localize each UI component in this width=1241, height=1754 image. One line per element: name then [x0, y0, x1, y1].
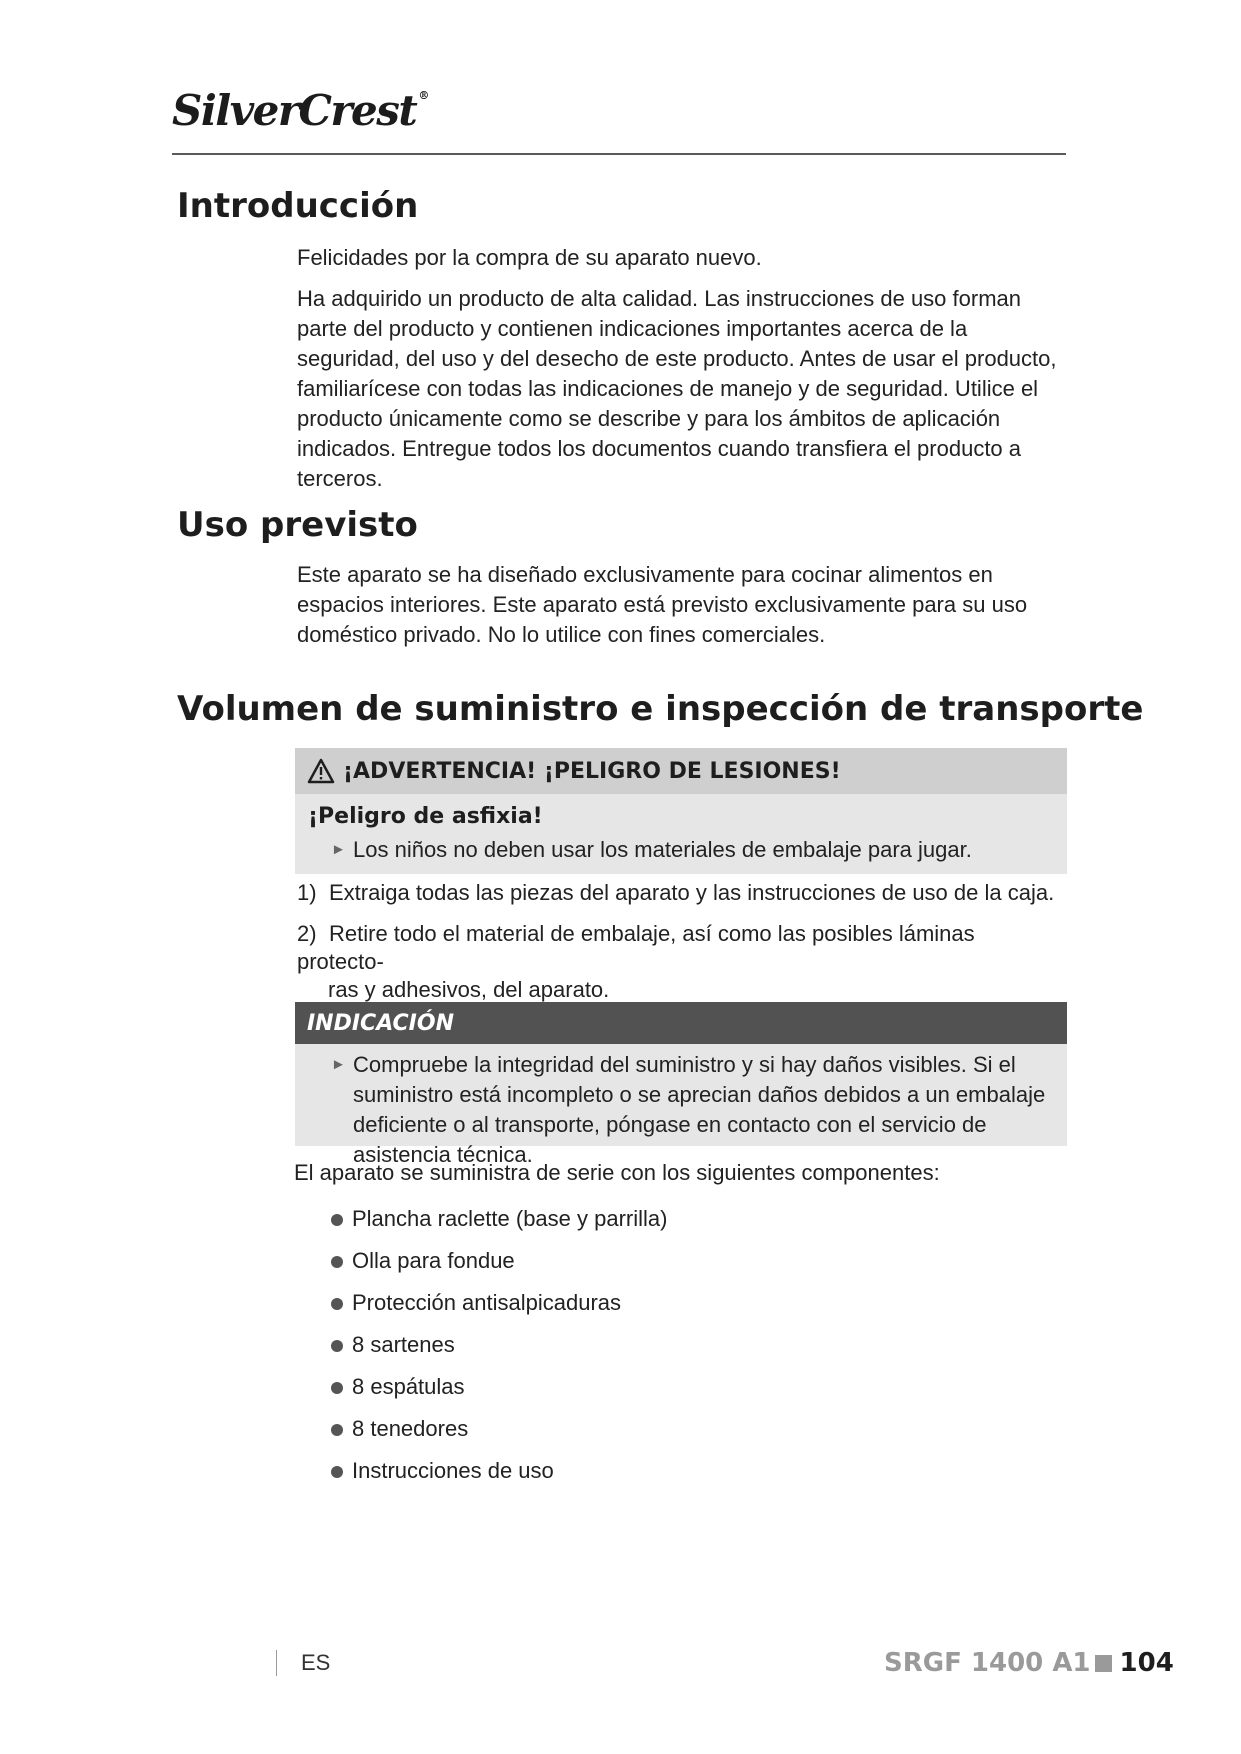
list-item-text: Protección antisalpicaduras: [352, 1290, 622, 1315]
intro-heading: Introducción: [177, 186, 419, 226]
list-item: [329, 1372, 667, 1414]
intro-paragraph-1: Felicidades por la compra de su aparato nuevo.: [297, 245, 762, 270]
intended-use-heading: Uso previsto: [177, 505, 418, 545]
note-item: [331, 1050, 1091, 1170]
bullet-dot-icon: [331, 1298, 343, 1310]
warning-header: [295, 748, 1067, 794]
registered-mark: ®: [418, 89, 428, 102]
list-item-text: Olla para fondue: [352, 1248, 515, 1273]
note-box: [295, 1002, 1067, 1167]
list-item: [329, 1204, 667, 1246]
warning-subtitle: ¡Peligro de asfixia!: [308, 804, 543, 829]
bullet-dot-icon: [331, 1256, 343, 1268]
warning-item: [331, 835, 1067, 865]
list-item: [329, 1414, 667, 1456]
step-1: [297, 879, 1067, 907]
note-item-text: Compruebe la integridad del suministro y si hay daños visibles. Si el suministro está incompleto o se aprecian daños debidos a un embalaje deficiente o al transporte, póngase en contacto con el servicio de asistencia técnica.: [353, 1052, 1046, 1167]
bullet-dot-icon: [331, 1214, 343, 1226]
warning-header-text: ¡ADVERTENCIA! ¡PELIGRO DE LESIONES!: [343, 758, 841, 784]
list-item: [329, 1288, 667, 1330]
list-item: [329, 1330, 667, 1372]
step-text-continued: ras y adhesivos, del aparato.: [328, 977, 610, 1002]
bullet-dot-icon: [331, 1340, 343, 1352]
bullet-dot-icon: [331, 1382, 343, 1394]
intro-paragraph-2: Ha adquirido un producto de alta calidad. Las instrucciones de uso forman parte del producto y contienen indicaciones importantes acerca de la seguridad, del uso y del desecho de este producto. Antes de usar el producto, familiarícese con todas las indicaciones de manejo y de seguridad. Utilice el producto únicamente como se describe y para los ámbitos de aplicación indicados. Entregue todos los documentos cuando transfiera el producto a terceros.: [297, 286, 1057, 491]
warning-item-text: Los niños no deben usar los materiales de embalaje para jugar.: [353, 837, 972, 862]
components-intro: El aparato se suministra de serie con los siguientes componentes:: [294, 1160, 940, 1185]
brand-name: SilverCrest: [172, 86, 417, 135]
bullet-dot-icon: [331, 1466, 343, 1478]
footer-model: [884, 1648, 1174, 1678]
page-number: 104: [1119, 1648, 1174, 1678]
list-item-text: 8 tenedores: [352, 1416, 469, 1441]
list-item: [329, 1246, 667, 1288]
model-number: SRGF 1400 A1: [884, 1648, 1091, 1678]
list-item-text: 8 sartenes: [352, 1332, 455, 1357]
list-item-text: 8 espátulas: [352, 1374, 465, 1399]
list-item-text: Plancha raclette (base y parrilla): [352, 1206, 668, 1231]
step-number: 1): [297, 880, 317, 905]
square-separator-icon: [1095, 1655, 1112, 1672]
step-2: [297, 920, 1067, 1004]
bullet-dot-icon: [331, 1424, 343, 1436]
note-header: INDICACIÓN: [295, 1002, 1067, 1044]
footer-language: ES: [301, 1650, 331, 1675]
step-number: 2): [297, 921, 317, 946]
components-list: [329, 1204, 667, 1498]
intended-use-paragraph: Este aparato se ha diseñado exclusivamente para cocinar alimentos en espacios interiores. Este aparato está previsto exclusivamente para su uso doméstico privado. No lo utilice con fines comerciales.: [297, 562, 1028, 647]
warning-triangle-icon: [307, 758, 335, 784]
list-item-text: Instrucciones de uso: [352, 1458, 554, 1483]
warning-box: [295, 748, 1067, 874]
header-rule: [172, 153, 1066, 155]
brand-logo: [172, 86, 428, 135]
step-text: Extraiga todas las piezas del aparato y las instrucciones de uso de la caja.: [329, 880, 1055, 905]
arrow-right-icon: ►: [331, 841, 346, 858]
footer-divider: [276, 1650, 277, 1676]
step-text: Retire todo el material de embalaje, así como las posibles láminas protecto-: [297, 921, 975, 974]
delivery-heading: Volumen de suministro e inspección de transporte: [177, 689, 1144, 729]
list-item: [329, 1456, 667, 1498]
arrow-right-icon: ►: [331, 1056, 346, 1073]
